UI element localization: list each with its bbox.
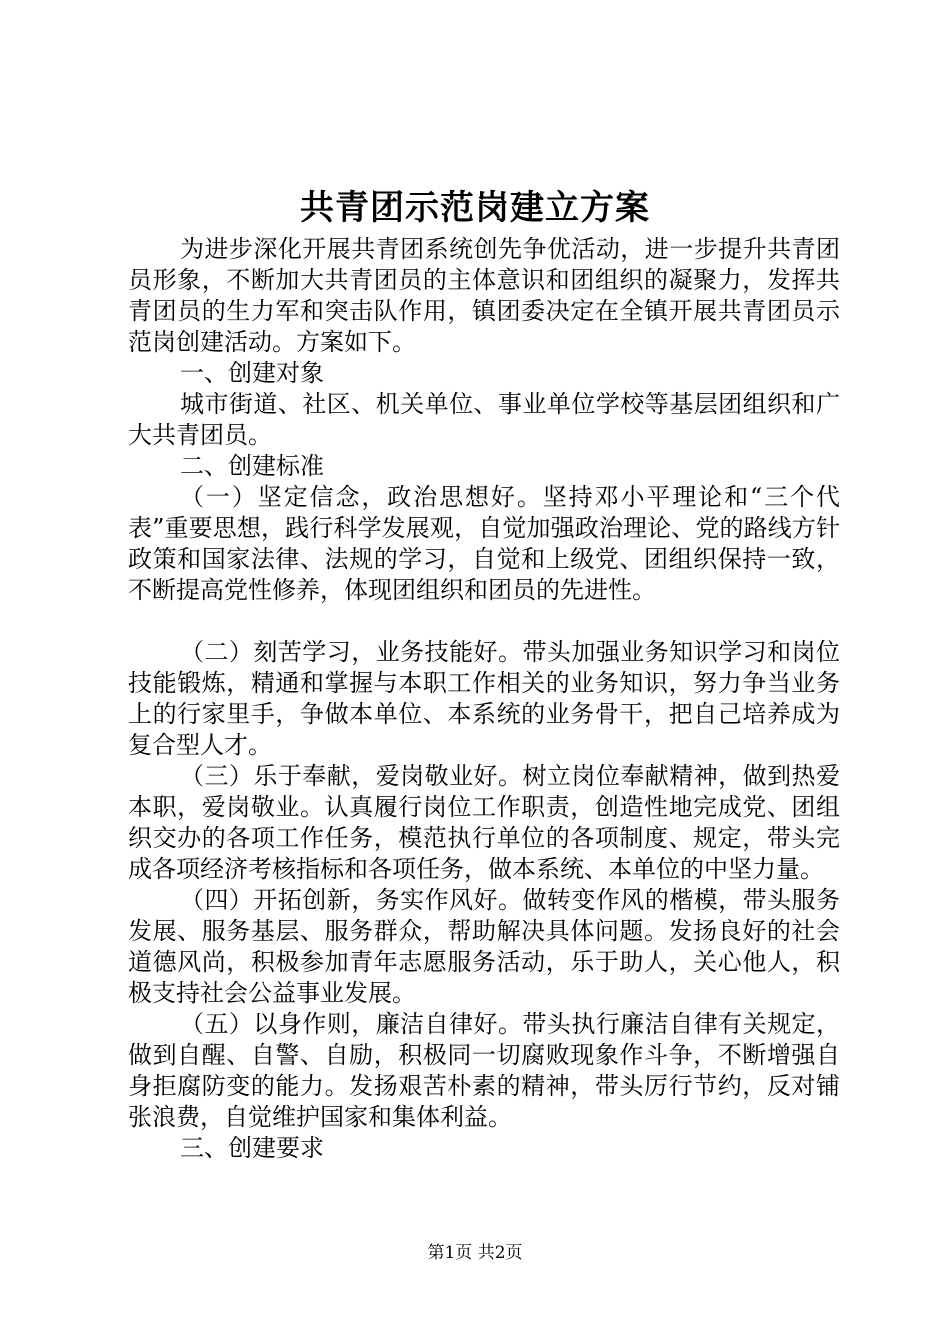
page-title: 共青团示范岗建立方案 [300, 188, 650, 228]
section-heading-2: 二、创建标准 [180, 452, 324, 480]
section-heading-1: 一、创建对象 [180, 359, 324, 387]
document-body [128, 234, 840, 1164]
standard-paragraph-3: （三）乐于奉献，爱岗敬业好。树立岗位奉献精神，做到热爱本职，爱岗敬业。认真履行岗位工作职责，创造性地完成党、团组织交办的各项工作任务，模范执行单位的各项制度、规定，带头完成各项经济考核指标和各项任务，做本系统、本单位的中坚力量。 [128, 762, 840, 883]
section-1-paragraph: 城市街道、社区、机关单位、事业单位学校等基层团组织和广大共青团员。 [128, 390, 840, 449]
standard-paragraph-5: （五）以身作则，廉洁自律好。带头执行廉洁自律有关规定，做到自醒、自警、自励，积极同一切腐败现象作斗争，不断增强自身拒腐防变的能力。发扬艰苦朴素的精神，带头厉行节约，反对铺张浪费，自觉维护国家和集体利益。 [128, 1010, 840, 1131]
standard-paragraph-1: （一）坚定信念，政治思想好。坚持邓小平理论和“三个代表”重要思想，践行科学发展观，自觉加强政治理论、党的路线方针政策和国家法律、法规的学习，自觉和上级党、团组织保持一致，不断提高党性修养，体现团组织和团员的先进性。 [128, 483, 840, 604]
standard-paragraph-2: （二）刻苦学习，业务技能好。带头加强业务知识学习和岗位技能锻炼，精通和掌握与本职工作相关的业务知识，努力争当业务上的行家里手，争做本单位、本系统的业务骨干，把自己培养成为复合型人才。 [128, 638, 840, 759]
section-heading-3: 三、创建要求 [180, 1134, 324, 1162]
intro-paragraph: 为进步深化开展共青团系统创先争优活动，进一步提升共青团员形象，不断加大共青团员的主体意识和团组织的凝聚力，发挥共青团员的生力军和突击队作用，镇团委决定在全镇开展共青团员示范岗创建活动。方案如下。 [128, 235, 840, 356]
page-footer: 第1页 共2页 [427, 1243, 523, 1263]
standard-paragraph-4: （四）开拓创新，务实作风好。做转变作风的楷模，带头服务发展、服务基层、服务群众，帮助解决具体问题。发扬良好的社会道德风尚，积极参加青年志愿服务活动，乐于助人，关心他人，积极支持社会公益事业发展。 [128, 886, 840, 1007]
